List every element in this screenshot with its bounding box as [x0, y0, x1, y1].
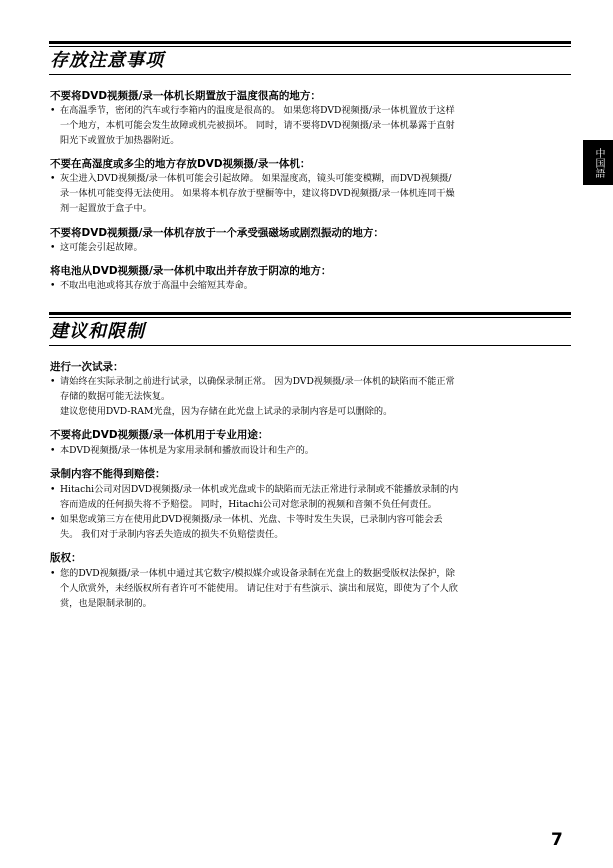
paragraph-line: 请始终在实际录制之前进行试录，以确保录制正常。 因为DVD视频摄/录一体机的缺陷而不能正常: [60, 376, 455, 387]
header-rule-thin: [49, 317, 571, 318]
subheading: 不要将此DVD视频摄/录一体机用于专业用途：: [50, 429, 269, 441]
paragraph-line: 您的DVD视频摄/录一体机中通过其它数字/模拟媒介或设备录制在光盘上的数据受版权法保护，除: [60, 568, 455, 579]
subheading: 不要在高湿度或多尘的地方存放DVD视频摄/录一体机：: [50, 158, 311, 170]
paragraph: [50, 482, 570, 512]
language-tab-label: 中国語: [593, 147, 604, 178]
paragraph-line: 如果您或第三方在使用此DVD视频摄/录一体机、光盘、卡等时发生失误，已录制内容可能会丢: [60, 514, 443, 525]
paragraph-line: 一个地方，本机可能会发生故障或机壳被损坏。 同时，请不要将DVD视频摄/录一体机暴露于直射: [60, 120, 455, 131]
bullet: •: [50, 484, 56, 495]
header-rule-thick: [49, 312, 571, 315]
language-tab: [583, 140, 613, 185]
bullet: •: [50, 376, 56, 387]
paragraph: [50, 278, 570, 293]
paragraph-line: 建议您使用DVD-RAM光盘，因为存储在此光盘上试录的录制内容是可以删除的。: [60, 406, 393, 417]
section-title: 建议和限制: [50, 321, 145, 342]
paragraph-line: 剂一起置放于盒子中。: [60, 203, 152, 214]
subheading: 不要将DVD视频摄/录一体机存放于一个承受强磁场或剧烈振动的地方：: [50, 227, 384, 239]
paragraph: [50, 103, 570, 148]
subheading: 不要将DVD视频摄/录一体机长期置放于温度很高的地方：: [50, 90, 321, 102]
subheading: 进行一次试录：: [50, 361, 124, 373]
paragraph-line: Hitachi公司对因DVD视频摄/录一体机或光盘或卡的缺陷而无法正常进行录制或不能播放录制的内: [60, 484, 459, 495]
bullet: •: [50, 445, 56, 456]
paragraph-line: 存储的数据可能无法恢复。: [60, 391, 171, 402]
paragraph-line: 不取出电池或将其存放于高温中会缩短其寿命。: [60, 280, 253, 291]
bullet: •: [50, 242, 56, 253]
paragraph-line: 在高温季节，密闭的汽车或行李箱内的温度是很高的。 如果您将DVD视频摄/录一体机置放于这样: [60, 105, 455, 116]
page-number: 7: [551, 830, 563, 850]
paragraph-line: 录一体机可能变得无法使用。 如果将本机存放于壁橱等中，建议将DVD视频摄/录一体机连同干燥: [60, 188, 455, 199]
section-title: 存放注意事项: [50, 50, 164, 71]
paragraph-line: 容而造成的任何损失将不予赔偿。 同时，Hitachi公司对您录制的视频和音频不负任何责任。: [60, 499, 437, 510]
paragraph: [50, 374, 570, 419]
paragraph: [50, 512, 570, 542]
paragraph-line: 本DVD视频摄/录一体机是为家用录制和播放而设计和生产的。: [60, 445, 314, 456]
paragraph: [50, 443, 570, 458]
section-header-storage: [49, 41, 571, 75]
subheading: 将电池从DVD视频摄/录一体机中取出并存放于阴凉的地方：: [50, 265, 332, 277]
paragraph-line: 灰尘进入DVD视频摄/录一体机可能会引起故障。 如果湿度高，镜头可能变模糊，而DVD视频摄/: [60, 173, 452, 184]
subheading: 版权：: [50, 552, 82, 564]
paragraph-line: 这可能会引起故障。: [60, 242, 143, 253]
bullet: •: [50, 105, 56, 116]
bullet: •: [50, 280, 56, 291]
header-rule-bottom: [49, 345, 571, 346]
subheading: 录制内容不能得到赔偿：: [50, 468, 166, 480]
header-rule-thin: [49, 46, 571, 47]
paragraph: [50, 240, 570, 255]
paragraph-line: 阳光下或置放于加热器附近。: [60, 135, 180, 146]
header-rule-bottom: [49, 74, 571, 75]
bullet: •: [50, 173, 56, 184]
paragraph-line: 失。 我们对于录制内容丢失造成的损失不负赔偿责任。: [60, 529, 284, 540]
section-header-advice: [49, 312, 571, 346]
bullet: •: [50, 568, 56, 579]
paragraph-line: 赏，也是限制录制的。: [60, 598, 152, 609]
paragraph: [50, 566, 570, 611]
paragraph-line: 个人欣赏外，未经版权所有者许可不能使用。 请记住对于有些演示、演出和展览，即使为了个人欣: [60, 583, 458, 594]
header-rule-thick: [49, 41, 571, 44]
paragraph: [50, 171, 570, 216]
bullet: •: [50, 514, 56, 525]
